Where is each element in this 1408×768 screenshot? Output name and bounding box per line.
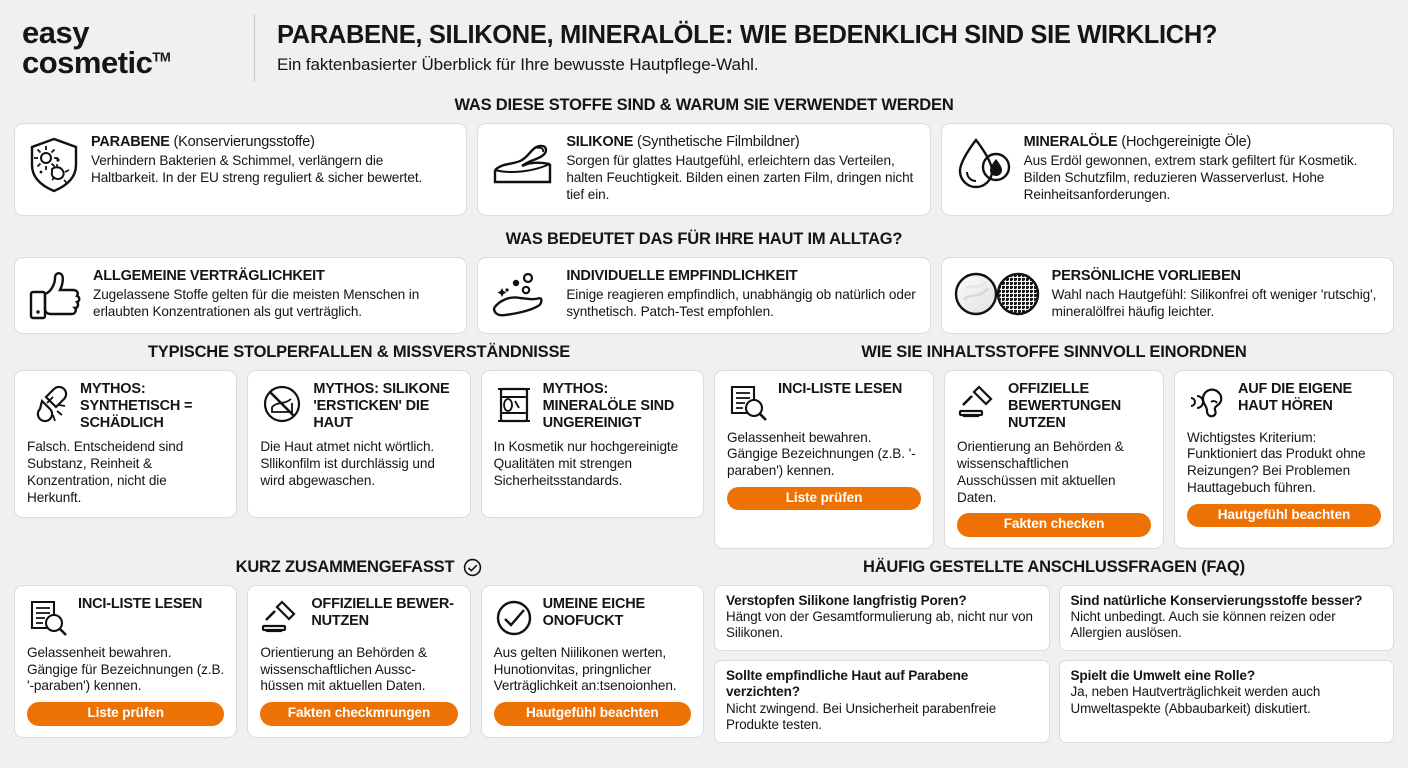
section-5-cards <box>14 585 704 738</box>
smooth-film-icon <box>490 134 556 204</box>
middle-split <box>14 343 1394 549</box>
card-title: MYTHOS: SYNTHETISCH = SCHÄDLICH <box>80 380 193 431</box>
faq-question: Sind natürliche Konservierungsstoffe besser? <box>1070 592 1363 608</box>
oil-barrel-icon <box>494 381 534 427</box>
card-text: Gelassenheit bewahren. Gängige Bezeichnungen (z.B. '-paraben') kennen. <box>727 429 916 479</box>
card-text: In Kosmetik nur hochgereinigte Qualitäten mit strengen Sicherheitsstandards. <box>493 438 679 488</box>
card-title: ALLGEMEINE VERTRÄGLICHKEIT <box>93 267 325 284</box>
section-3 <box>14 343 704 549</box>
section-4 <box>714 343 1394 549</box>
gavel-icon <box>957 381 999 423</box>
document-magnifier-icon <box>727 381 769 423</box>
faq-heading: HÄUFIG GESTELLTE ANSCHLUSSFRAGEN (FAQ) <box>863 557 1245 576</box>
card-text: Verhindern Bakterien & Schimmel, verlängern die Haltbarkeit. In der EU streng reguliert & sicher bewertet. <box>91 153 423 185</box>
section-1-heading: WAS DIESE STOFFE SIND & WARUM SIE VERWENDET WERDEN <box>454 96 954 114</box>
hautgefuehl-beachten-button[interactable]: Hautgefühl beachten <box>1187 504 1381 527</box>
page-title: PARABENE, SILIKONE, MINERALÖLE: WIE BEDENKLICH SIND SIE WIRKLICH? <box>277 21 1218 50</box>
card-mythos-silikone <box>247 370 470 519</box>
card-text: Aus gelten Niilikonen werten, Hunotionvitas, pringnlicher Verträglichkeit an:tsenoionhen. <box>493 644 677 694</box>
section-2-heading: WAS BEDEUTET DAS FÜR IHRE HAUT IM ALLTAG? <box>505 229 903 248</box>
card-offizielle-bewertungen <box>944 370 1164 549</box>
card-text: Orientierung an Behörden & wissenschaftlichen Aussc- hüssen mit aktuellen Daten. <box>260 644 428 694</box>
header-titles <box>277 21 1394 74</box>
card-text: Die Haut atmet nicht wörtlich. Sllikonfilm ist durchlässig und wird abgewaschen. <box>260 438 435 488</box>
header-divider <box>254 14 255 82</box>
document-magnifier-icon <box>27 596 69 638</box>
card-title: OFFIZIELLE BEWER- NUTZEN <box>311 595 454 629</box>
card-text: Wichtigstes Kriterium: Funktioniert das Produkt ohne Reizungen? Bei Problemen Hauttagebuch führen. <box>1187 429 1366 496</box>
faq-question: Verstopfen Silikone langfristig Poren? <box>726 592 967 608</box>
card-title-strong: MINERALÖLE <box>1023 134 1118 150</box>
card-title: UMEINE EICHE ONOFUCKT <box>542 595 645 629</box>
summary-card-hautgefuehl <box>481 585 704 738</box>
summary-card-offizielle-bewertungen <box>247 585 470 738</box>
page-header <box>14 0 1394 96</box>
thumbs-up-icon <box>27 268 83 322</box>
faq-item[interactable] <box>714 660 1050 743</box>
card-text: Falsch. Entscheidend sind Substanz, Reinheit & Konzentration, nicht die Herkunft. <box>27 438 184 505</box>
card-text: Einige reagieren empfindlich, unabhängig ob natürlich oder synthetisch. Patch-Test empfohlen. <box>566 286 916 319</box>
no-cream-icon <box>260 381 304 425</box>
hand-sparkle-icon <box>490 268 556 322</box>
section-3-heading: TYPISCHE STOLPERFALLEN & MISSVERSTÄNDNISSE <box>147 342 571 361</box>
card-silikone <box>477 123 930 216</box>
card-individuelle-empfindlichkeit <box>477 257 930 334</box>
card-title-strong: SILIKONE <box>566 134 634 150</box>
card-title: MYTHOS: SILIKONE 'ERSTICKEN' DIE HAUT <box>313 380 450 431</box>
page-subtitle: Ein faktenbasierter Überblick für Ihre bewusste Hautpflege-Wahl. <box>277 54 759 74</box>
card-title: AUF DIE EIGENE HAUT HÖREN <box>1238 380 1353 414</box>
faq-question: Spielt die Umwelt eine Rolle? <box>1070 667 1255 683</box>
ear-listen-icon <box>1187 381 1229 423</box>
card-title: MYTHOS: MINERALÖLE SIND UNGEREINIGT <box>542 380 675 431</box>
card-mythos-synthetisch <box>14 370 237 519</box>
faq-item[interactable] <box>714 585 1050 651</box>
faq-item[interactable] <box>1059 585 1395 651</box>
fakten-checken-button[interactable]: Fakten checkmrungen <box>260 702 457 725</box>
card-text: Zugelassene Stoffe gelten für die meisten Menschen in erlaubten Konzentrationen als gut verträglich. <box>93 286 420 319</box>
card-allgemeine-vertraeglichkeit <box>14 257 467 334</box>
brand-trademark: TM <box>152 49 171 65</box>
card-text: Orientierung an Behörden & wissenschaftlichen Ausschüssen mit aktuellen Daten. <box>957 438 1124 505</box>
section-1-cards <box>14 123 1394 216</box>
faq-item[interactable] <box>1059 660 1395 743</box>
liste-pruefen-button[interactable]: Liste prüfen <box>27 702 224 725</box>
liste-pruefen-button[interactable]: Liste prüfen <box>727 487 921 510</box>
card-text: Gelassenheit bewahren. Gängige für Bezeichnungen (z.B. '-paraben') kennen. <box>27 644 225 694</box>
two-textures-icon <box>954 268 1042 322</box>
brand-line-2: cosmetic <box>22 45 153 80</box>
card-title-strong: PARABENE <box>91 134 170 150</box>
section-3-cards <box>14 370 704 519</box>
section-5-heading: KURZ ZUSAMMENGEFASST <box>235 557 455 576</box>
card-title-suffix: (Hochgereinigte Öle) <box>1117 134 1252 150</box>
card-text: Sorgen für glattes Hautgefühl, erleichtern das Verteilen, halten Feuchtigkeit. Bilden einen zarten Film, dringen nicht tief ein. <box>566 153 914 202</box>
card-title-suffix: (Synthetische Filmbildner) <box>633 134 800 150</box>
brand-line-1: easy <box>22 15 89 51</box>
gavel-icon <box>260 596 302 638</box>
faq-section <box>714 558 1394 743</box>
card-title: OFFIZIELLE BEWERTUNGEN NUTZEN <box>1008 380 1121 431</box>
card-persoenliche-vorlieben <box>941 257 1394 334</box>
faq-answer: Hängt von der Gesamtformulierung ab, nicht nur von Silikonen. <box>726 608 1033 641</box>
section-5-heading-wrap <box>14 558 704 577</box>
card-mineraloele <box>941 123 1394 216</box>
faq-answer: Nicht zwingend. Bei Unsicherheit parabenfreie Produkte testen. <box>726 700 997 733</box>
brand-logo <box>22 15 250 80</box>
card-title: INDIVIDUELLE EMPFINDLICHKEIT <box>566 267 798 284</box>
card-title: PERSÖNLICHE VORLIEBEN <box>1051 267 1241 284</box>
section-5 <box>14 558 704 743</box>
faq-grid <box>714 585 1394 743</box>
card-title: INCI-LISTE LESEN <box>78 595 203 612</box>
shield-bacteria-icon <box>27 134 81 204</box>
faq-question: Sollte empfindliche Haut auf Parabene verzichten? <box>726 667 969 700</box>
faq-answer: Nicht unbedingt. Auch sie können reizen oder Allergien auslösen. <box>1070 608 1336 641</box>
summary-card-inci-liste <box>14 585 237 738</box>
check-circle-icon <box>494 596 534 638</box>
section-4-cards <box>714 370 1394 549</box>
card-inci-liste-lesen <box>714 370 934 549</box>
card-mythos-mineraloele <box>481 370 704 519</box>
card-auf-die-eigene-haut-hoeren <box>1174 370 1394 549</box>
section-4-heading: WIE SIE INHALTSSTOFFE SINNVOLL EINORDNEN <box>861 342 1247 361</box>
card-title: INCI-LISTE LESEN <box>778 380 903 397</box>
card-title-suffix: (Konservierungsstoffe) <box>169 134 315 150</box>
check-circle-icon <box>463 558 482 577</box>
hautgefuehl-beachten-button[interactable]: Hautgefühl beachten <box>494 702 691 725</box>
section-2-cards <box>14 257 1394 334</box>
card-text: Aus Erdöl gewonnen, extrem stark gefiltert für Kosmetik. Bilden Schutzfilm, reduzieren Wasserverlust. Hohe Reinheitsanforderungen. <box>1023 153 1358 202</box>
faq-answer: Ja, neben Hautverträglichkeit werden auch Umweltaspekte (Abbaubarkeit) diskutiert. <box>1070 684 1321 716</box>
card-parabene <box>14 123 467 216</box>
card-text: Wahl nach Hautgefühl: Silikonfrei oft weniger 'rutschig', mineralölfrei häufig leichter. <box>1051 286 1377 319</box>
fakten-checken-button[interactable]: Fakten checken <box>957 513 1151 536</box>
broken-capsule-icon <box>27 381 71 425</box>
oil-droplet-icon <box>954 134 1014 204</box>
bottom-split <box>14 558 1394 743</box>
